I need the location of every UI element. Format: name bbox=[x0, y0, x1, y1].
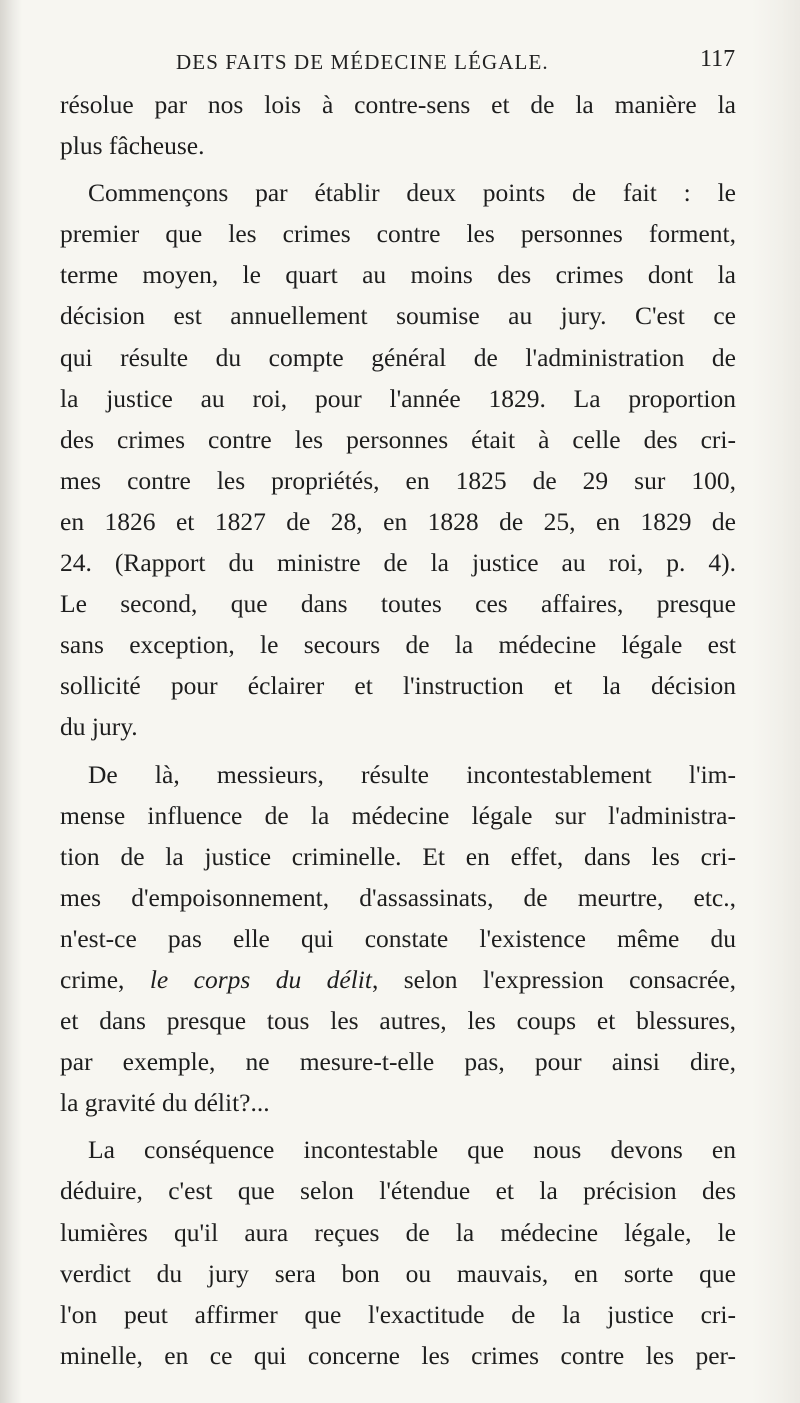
text-line: des crimes contre les personnes était à celle des cri- bbox=[60, 424, 736, 454]
page-edge bbox=[752, 0, 800, 1403]
text-line: qui résulte du compte général de l'administration de bbox=[60, 342, 736, 372]
paragraph-3 bbox=[60, 754, 736, 1124]
text-line: l'on peut affirmer que l'exactitude de la justice cri- bbox=[60, 1299, 736, 1329]
text-line: tion de la justice criminelle. Et en effet, dans les cri- bbox=[60, 841, 736, 871]
text-line: De là, messieurs, résulte incontestablement l'im- bbox=[88, 759, 736, 789]
text-line: la gravité du délit?... bbox=[60, 1088, 270, 1118]
text-line: mense influence de la médecine légale sur l'administra- bbox=[60, 800, 736, 830]
text-line: décision est annuellement soumise au jury. C'est ce bbox=[60, 301, 736, 331]
text-line: en 1826 et 1827 de 28, en 1828 de 25, en 1829 de bbox=[60, 506, 736, 536]
text-line: n'est-ce pas elle qui constate l'existence même du bbox=[60, 923, 736, 953]
text-line: déduire, c'est que selon l'étendue et la précision des bbox=[60, 1176, 736, 1206]
text-line: Commençons par établir deux points de fait : le bbox=[88, 178, 736, 208]
text-line: lumières qu'il aura reçues de la médecine légale, le bbox=[60, 1217, 736, 1247]
page-number: 117 bbox=[700, 46, 736, 72]
text-line: Le second, que dans toutes ces affaires, presque bbox=[60, 589, 736, 619]
text-line: mes contre les propriétés, en 1825 de 29 sur 100, bbox=[60, 465, 736, 495]
text-line: 24. (Rapport du ministre de la justice au roi, p. 4). bbox=[60, 548, 736, 578]
paragraph-1 bbox=[60, 84, 736, 166]
page-gutter-shadow bbox=[0, 0, 22, 1403]
text-line: terme moyen, le quart au moins des crimes dont la bbox=[60, 260, 736, 290]
text-line: par exemple, ne mesure-t-elle pas, pour ainsi dire, bbox=[60, 1047, 736, 1077]
text-line: plus fâcheuse. bbox=[60, 131, 205, 161]
text-line: sans exception, le secours de la médecine légale est bbox=[60, 630, 736, 660]
text-line: du jury. bbox=[60, 712, 138, 742]
running-title: DES FAITS DE MÉDECINE LÉGALE. bbox=[176, 50, 549, 74]
text-line: résolue par nos lois à contre-sens et de la manière la bbox=[60, 90, 736, 119]
italic-phrase: le corps du délit bbox=[149, 964, 372, 994]
text-line: premier que les crimes contre les personnes forment, bbox=[60, 219, 736, 249]
text-line: et dans presque tous les autres, les coups et blessures, bbox=[60, 1006, 736, 1036]
text-line: verdict du jury sera bon ou mauvais, en sorte que bbox=[60, 1258, 736, 1288]
text-line: la justice au roi, pour l'année 1829. La proportion bbox=[60, 383, 736, 413]
body-text bbox=[60, 84, 736, 1376]
text-line: La conséquence incontestable que nous devons en bbox=[88, 1135, 736, 1165]
text-line: minelle, en ce qui concerne les crimes contre les per- bbox=[60, 1340, 736, 1370]
paragraph-2 bbox=[60, 172, 736, 747]
text-line-with-italic: crime, le corps du délit, selon l'expression consacrée, bbox=[60, 964, 736, 994]
paragraph-4 bbox=[60, 1129, 736, 1376]
running-header bbox=[0, 44, 800, 80]
text-line: sollicité pour éclairer et l'instruction et la décision bbox=[60, 671, 736, 701]
text-line: mes d'empoisonnement, d'assassinats, de meurtre, etc., bbox=[60, 882, 736, 912]
